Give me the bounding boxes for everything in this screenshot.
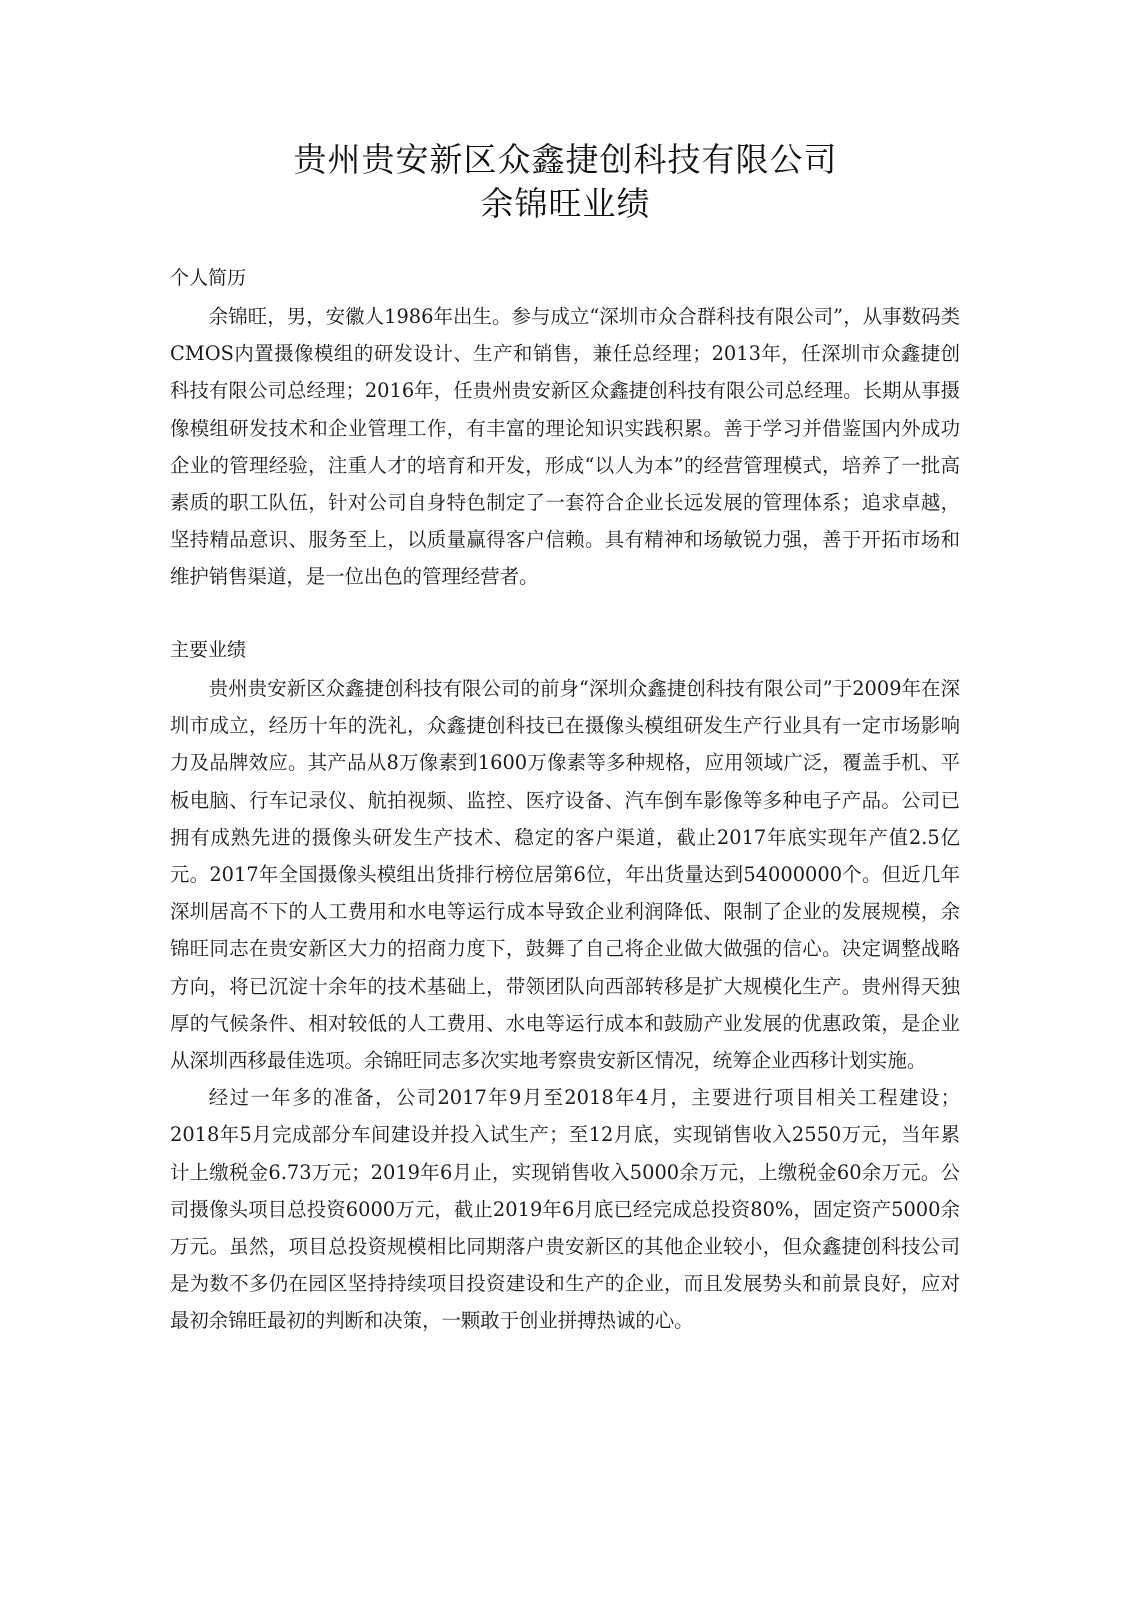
section-main-achievements	[170, 635, 960, 1340]
section-heading-achievements: 主要业绩	[170, 639, 247, 661]
section-personal-resume	[170, 263, 960, 596]
achievements-paragraph-2: 经过一年多的准备，公司2017年9月至2018年4月，主要进行项目相关工程建设；2018年5月完成部分车间建设并投入试生产；至12月底，实现销售收入2550万元，当年累计上缴税金6.73万元；2019年6月止，实现销售收入5000余万元，上缴税金60余万元。公司摄像头项目总投资6000万元，截止2019年6月底已经完成总投资80%，固定资产5000余万元。虽然，项目总投资规模相比同期落户贵安新区的其他企业较小，但众鑫捷创科技公司是为数不多仍在园区坚持持续项目投资建设和生产的企业，而且发展势头和前景良好，应对最初余锦旺最初的判断和决策，一颗敢于创业拼搏热诚的心。	[170, 1086, 960, 1333]
achievements-paragraph-1: 贵州贵安新区众鑫捷创科技有限公司的前身“深圳众鑫捷创科技有限公司”于2009年在深圳市成立，经历十年的洗礼，众鑫捷创科技已在摄像头模组研发生产行业具有一定市场影响力及品牌效应。其产品从8万像素到1600万像素等多种规格，应用领域广泛，覆盖手机、平板电脑、行车记录仪、航拍视频、监控、医疗设备、汽车倒车影像等多种电子产品。公司已拥有成熟先进的摄像头研发生产技术、稳定的客户渠道，截止2017年底实现年产值2.5亿元。2017年全国摄像头模组出货排行榜位居第6位，年出货量达到54000000个。但近几年深圳居高不下的人工费用和水电等运行成本导致企业利润降低、限制了企业的发展规模，余锦旺同志在贵安新区大力的招商力度下，鼓舞了自己将企业做大做强的信心。决定调整战略方向，将已沉淀十余年的技术基础上，带领团队向西部转移是扩大规模化生产。贵州得天独厚的气候条件、相对较低的人工费用、水电等运行成本和鼓励产业发展的优惠政策，是企业从深圳西移最佳选项。余锦旺同志多次实地考察贵安新区情况，统筹企业西移计划实施。	[170, 677, 960, 1073]
title-person-achievements: 余锦旺业绩	[480, 184, 651, 223]
resume-paragraph: 余锦旺，男，安徽人1986年出生。参与成立“深圳市众合群科技有限公司”，从事数码类CMOS内置摄像模组的研发设计、生产和销售，兼任总经理；2013年，任深圳市众鑫捷创科技有限公司总经理；2016年，任贵州贵安新区众鑫捷创科技有限公司总经理。长期从事摄像模组研发技术和企业管理工作，有丰富的理论知识实践积累。善于学习并借鉴国内外成功企业的管理经验，注重人才的培育和开发，形成“以人为本”的经营管理模式，培养了一批高素质的职工队伍，针对公司自身特色制定了一套符合企业长远发展的管理体系；追求卓越，坚持精品意识、服务至上，以质量赢得客户信赖。具有精神和场敏锐力强，善于开拓市场和维护销售渠道，是一位出色的管理经营者。	[170, 305, 960, 589]
title-company-name: 贵州贵安新区众鑫捷创科技有限公司	[293, 140, 838, 179]
section-heading-resume: 个人简历	[170, 267, 247, 289]
document-title	[0, 138, 1131, 226]
